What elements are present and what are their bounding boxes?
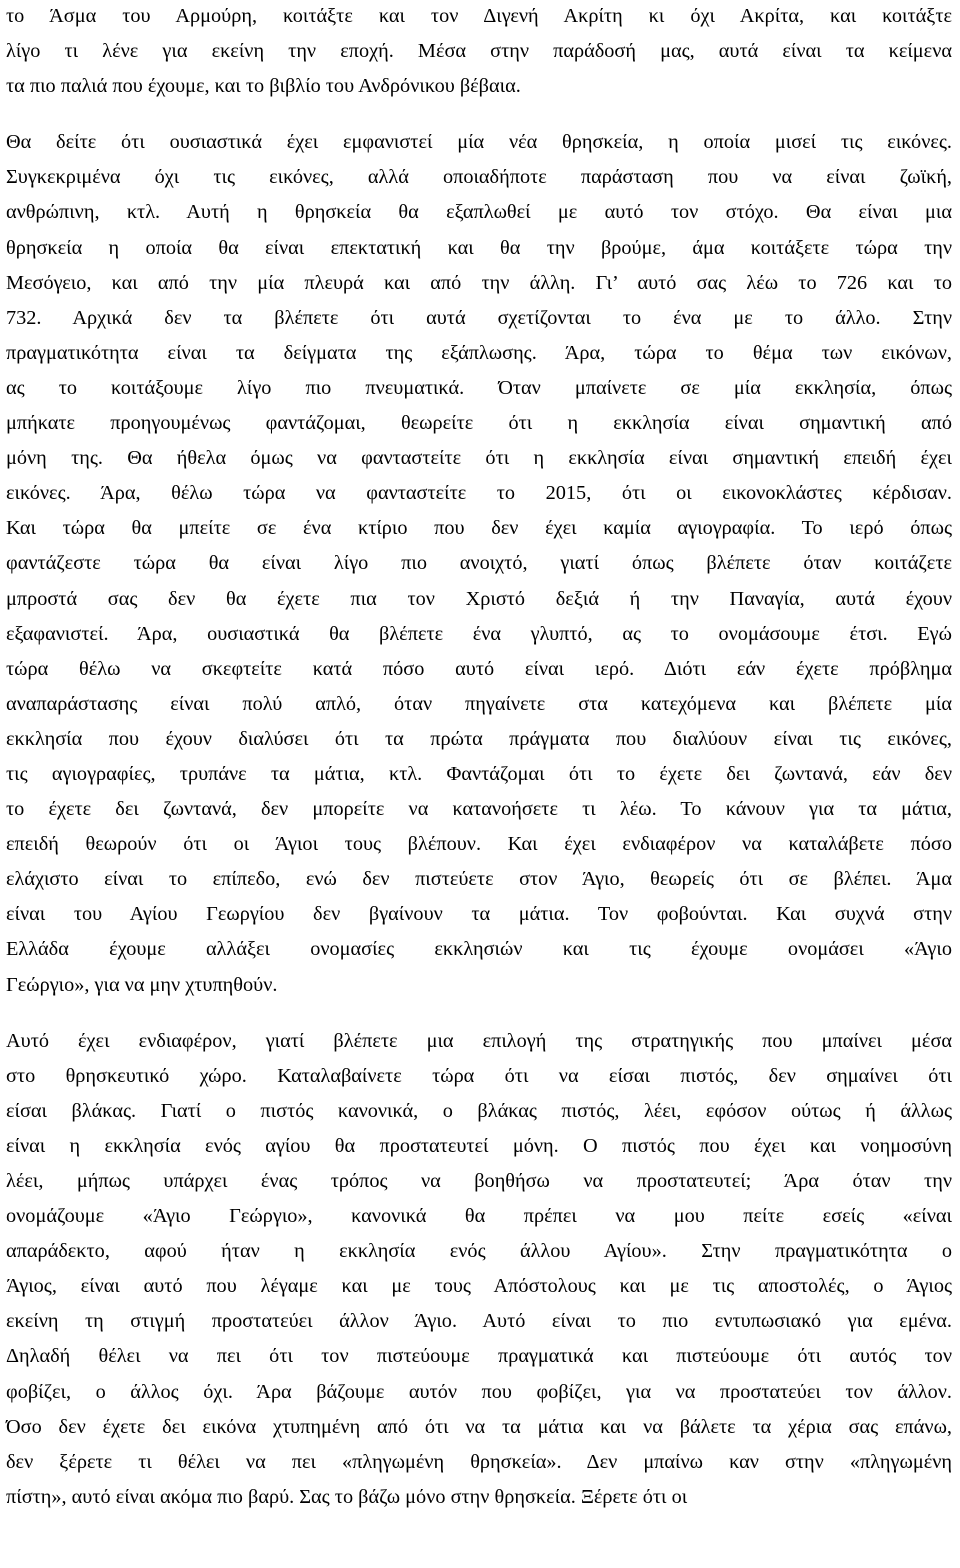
paragraph-p2	[6, 125, 952, 1002]
text-line: ελάχιστο είναι το επίπεδο, ενώ δεν πιστεύετε στον Άγιο, θεωρείς ότι σε βλέπει. Άμα	[6, 868, 952, 891]
text-line: είσαι βλάκας. Γιατί ο πιστός κανονικά, ο βλάκας πιστός, λέει, εφόσον ούτως ή άλλως	[6, 1099, 952, 1122]
paragraph-gap	[6, 1003, 952, 1024]
text-line: πραγματικότητα είναι τα δείγματα της εξάπλωσης. Άρα, τώρα το θέμα των εικόνων,	[6, 341, 952, 364]
text-line: μπροστά σας δεν θα έχετε πια τον Χριστό δεξιά ή την Παναγία, αυτά έχουν	[6, 587, 952, 610]
text-line: τώρα θέλω να σκεφτείτε κατά πόσο αυτό είναι ιερό. Διότι εάν έχετε πρόβλημα	[6, 657, 952, 680]
text-line: Γεώργιο», για να μην χτυπηθούν.	[6, 973, 278, 996]
text-line: επειδή θεωρούν ότι οι Άγιοι τους βλέπουν. Και έχει ενδιαφέρον να καταλάβετε πόσο	[6, 833, 952, 856]
text-line: απαράδεκτο, αφού ήταν η εκκλησία ενός άλλου Αγίου». Στην πραγματικότητα ο	[6, 1240, 952, 1263]
text-line: στο θρησκευτικό χώρο. Καταλαβαίνετε τώρα ότι να είσαι πιστός, δεν σημαίνει ότι	[6, 1064, 952, 1087]
text-line: μόνη της. Θα ήθελα όμως να φανταστείτε ότι η εκκλησία είναι σημαντική επειδή έχει	[6, 447, 952, 470]
text-line: ας το κοιτάξουμε λίγο πιο πνευματικά. Όταν μπαίνετε σε μία εκκλησία, όπως	[6, 376, 952, 399]
text-line: Δηλαδή θέλει να πει ότι τον πιστεύουμε πραγματικά και πιστεύουμε ότι αυτός τον	[6, 1345, 952, 1368]
paragraph-gap	[6, 104, 952, 125]
text-line: Συγκεκριμένα όχι τις εικόνες, αλλά οποιαδήποτε παράσταση που να είναι ζωϊκή,	[6, 166, 952, 189]
text-line: λέει, μήπως υπάρχει ένας τρόπος να βοηθήσω να προστατευτεί; Άρα όταν την	[6, 1170, 952, 1192]
text-line: ανθρώπινη, κτλ. Αυτή η θρησκεία θα εξαπλωθεί με αυτό τον στόχο. Θα είναι μια	[6, 201, 952, 224]
text-line: Μεσόγειο, και από την μία πλευρά και από την άλλη. Γι’ αυτό σας λέω το 726 και το	[6, 271, 952, 294]
text-line: φοβίζει, ο άλλος όχι. Άρα βάζουμε αυτόν που φοβίζει, για να προστατεύει τον άλλον.	[6, 1380, 952, 1403]
text-line: εκκλησία που έχουν διαλύσει ότι τα πρώτα πράγματα που διαλύουν είναι τις εικόνες,	[6, 727, 952, 750]
text-line: Όσο δεν έχετε δει εικόνα χτυπημένη από ότι να τα μάτια και να βάλετε τα χέρια σας επάνω,	[6, 1415, 952, 1438]
text-line: θρησκεία η οποία θα είναι επεκτατική και θα την βρούμε, άμα κοιτάξετε τώρα την	[6, 236, 952, 259]
text-line: είναι η εκκλησία ενός αγίου θα προστατευτεί μόνη. Ο πιστός που έχει και νοημοσύνη	[6, 1134, 952, 1157]
text-line: Αυτό έχει ενδιαφέρον, γιατί βλέπετε μια επιλογή της στρατηγικής που μπαίνει μέσα	[6, 1029, 952, 1052]
text-line: πίστη», αυτό είναι ακόμα πιο βαρύ. Σας το βάζω μόνο στην θρησκεία. Ξέρετε ότι οι	[6, 1485, 688, 1508]
text-line: Και τώρα θα μπείτε σε ένα κτίριο που δεν έχει καμία αγιογραφία. Το ιερό όπως	[6, 517, 952, 540]
text-line: τα πιο παλιά που έχουμε, και το βιβλίο του Ανδρόνικου βέβαια.	[6, 75, 521, 98]
text-line: εξαφανιστεί. Άρα, ουσιαστικά θα βλέπετε ένα γλυπτό, ας το ονομάσουμε έτσι. Εγώ	[6, 622, 952, 645]
text-line: μπήκατε προηγουμένως φαντάζομαι, θεωρείτε ότι η εκκλησία είναι σημαντική από	[6, 412, 952, 435]
text-line: αναπαράστασης είναι πολύ απλό, όταν πηγαίνετε στα κατεχόμενα και βλέπετε μία	[6, 692, 952, 715]
paragraph-p1	[6, 0, 952, 104]
text-line: 732. Αρχικά δεν τα βλέπετε ότι αυτά σχετίζονται το ένα με το άλλο. Στην	[6, 306, 952, 329]
text-line: τις αγιογραφίες, τρυπάνε τα μάτια, κτλ. Φαντάζομαι ότι το έχετε δει ζωντανά, εάν δεν	[6, 762, 952, 785]
text-line: λίγο τι λένε για εκείνη την εποχή. Μέσα στην παράδοσή μας, αυτά είναι τα κείμενα	[6, 40, 952, 63]
text-line: το Άσμα του Αρμούρη, κοιτάξτε και τον Διγενή Ακρίτη κι όχι Ακρίτα, και κοιτάξτε	[6, 5, 952, 27]
text-line: το έχετε δει ζωντανά, δεν μπορείτε να κατανοήσετε τι λέω. Το κάνουν για τα μάτια,	[6, 798, 952, 821]
paragraph-p3	[6, 1024, 952, 1515]
text-line: ονομάζουμε «Άγιο Γεώργιο», κανονικά θα πρέπει να μου πείτε εσείς «είναι	[6, 1205, 952, 1228]
text-line: Άγιος, είναι αυτό που λέγαμε και με τους Απόστολους και με τις αποστολές, ο Άγιος	[6, 1275, 952, 1298]
document-page	[6, 0, 952, 1515]
text-line: φαντάζεστε τώρα θα είναι λίγο πιο ανοιχτό, γιατί όπως βλέπετε όταν κοιτάζετε	[6, 552, 952, 575]
text-line: Ελλάδα έχουμε αλλάξει ονομασίες εκκλησιών και τις έχουμε ονομάσει «Άγιο	[6, 938, 952, 961]
text-line: εικόνες. Άρα, θέλω τώρα να φανταστείτε το 2015, ότι οι εικονοκλάστες κέρδισαν.	[6, 482, 952, 505]
text-line: εκείνη τη στιγμή προστατεύει άλλον Άγιο. Αυτό είναι το πιο εντυπωσιακό για εμένα.	[6, 1310, 952, 1333]
text-line: είναι του Αγίου Γεωργίου δεν βγαίνουν τα μάτια. Τον φοβούνται. Και συχνά στην	[6, 903, 952, 926]
text-line: Θα δείτε ότι ουσιαστικά έχει εμφανιστεί μία νέα θρησκεία, η οποία μισεί τις εικόνες.	[6, 131, 952, 154]
text-line: δεν ξέρετε τι θέλει να πει «πληγωμένη θρησκεία». Δεν μπαίνω καν στην «πληγωμένη	[6, 1450, 952, 1473]
